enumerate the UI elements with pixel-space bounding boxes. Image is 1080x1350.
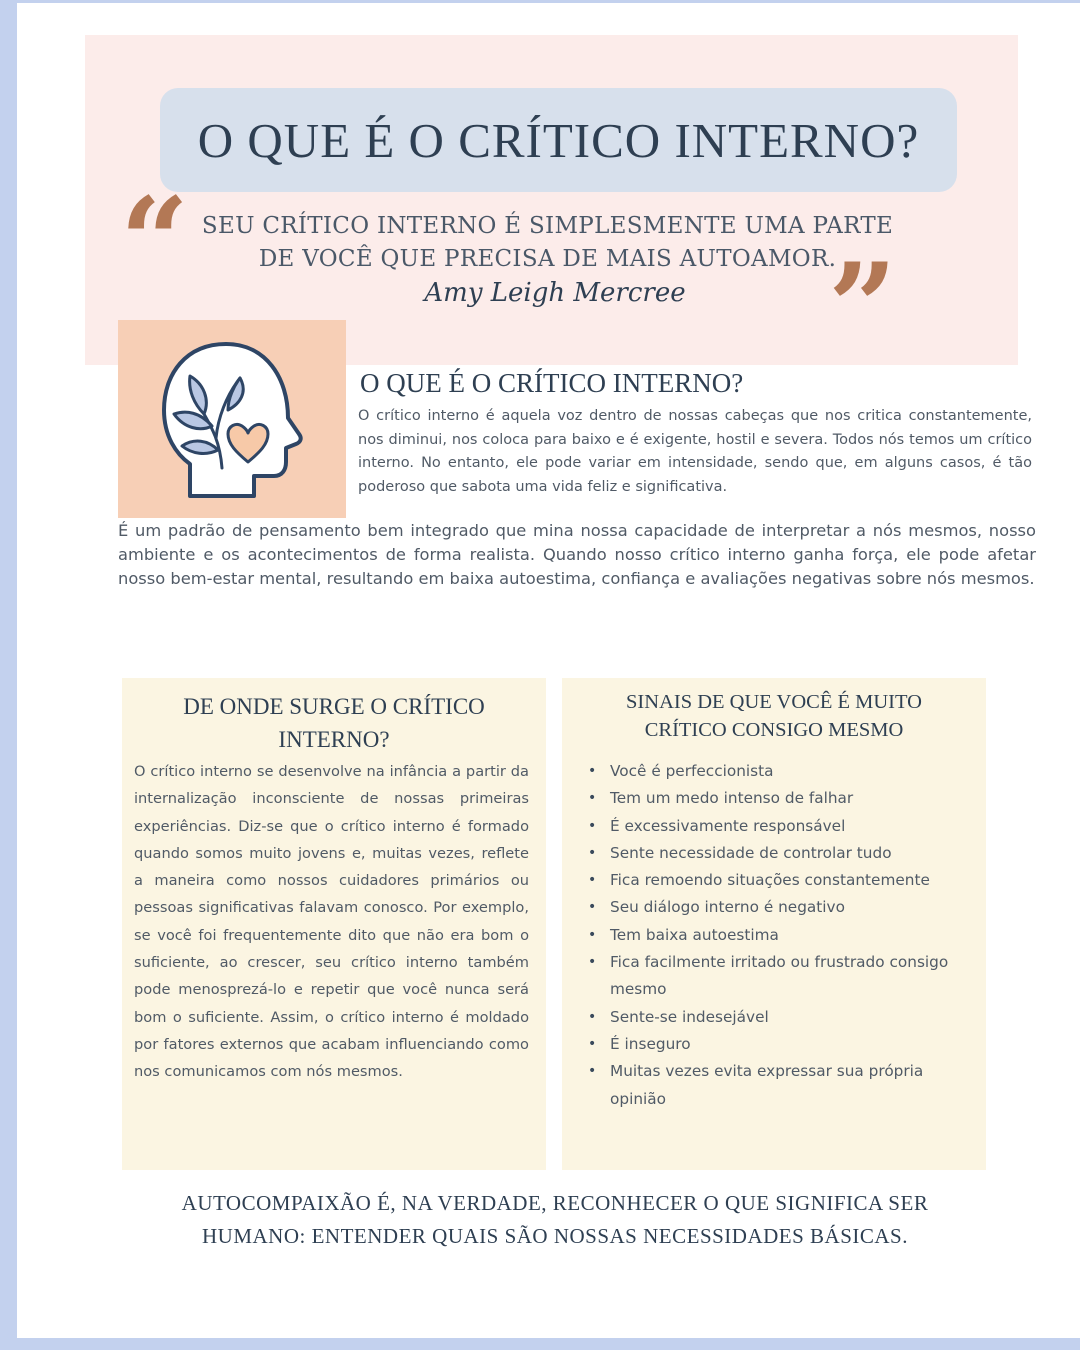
origin-card xyxy=(122,678,546,1170)
list-item: • Sente necessidade de controlar tudo xyxy=(582,840,977,867)
list-item: • Muitas vezes evita expressar sua própria opinião xyxy=(582,1058,977,1113)
origin-card-body: O crítico interno se desenvolve na infância a partir da internalização inconsciente de nossas primeiras experiências. Diz-se que o crítico interno é formado quando somos muito jovens e, muitas vezes, reflete a maneira como nossos cuidadores primários ou pessoas significativas falavam conosco. Por exemplo, se você foi frequentemente dito que não era bom o suficiente, ao crescer, seu crítico interno também pode menosprezá-lo e repetir que você nunca será bom o suficiente. Assim, o crítico interno é moldado por fatores externos que acabam influenciando como nos comunicamos com nós mesmos. xyxy=(134,763,529,1081)
list-item: • Você é perfeccionista xyxy=(582,758,977,785)
origin-card-title: DE ONDE SURGE O CRÍTICO INTERNO? xyxy=(183,694,485,752)
list-item: • É excessivamente responsável xyxy=(582,813,977,840)
list-item: • É inseguro xyxy=(582,1031,977,1058)
quote-text: SEU CRÍTICO INTERNO É SIMPLESMENTE UMA PARTE DE VOCÊ QUE PRECISA DE MAIS AUTOAMOR. xyxy=(201,213,894,272)
illustration-box xyxy=(118,320,346,518)
page-frame-left xyxy=(0,0,17,1350)
signs-list xyxy=(582,758,977,1113)
list-item: • Tem um medo intenso de falhar xyxy=(582,785,977,812)
list-item: • Fica remoendo situações constantemente xyxy=(582,867,977,894)
list-item: • Seu diálogo interno é negativo xyxy=(582,894,977,921)
close-quote-icon: ” xyxy=(828,237,898,378)
quote-author: Amy Leigh Mercree xyxy=(424,278,686,308)
list-item: • Fica facilmente irritado ou frustrado consigo mesmo xyxy=(582,949,977,1004)
section-heading: O QUE É O CRÍTICO INTERNO? xyxy=(360,368,744,398)
intro-paragraph: O crítico interno é aquela voz dentro de nossas cabeças que nos critica constantemente, nos diminui, nos coloca para baixo e é exigente, hostil e severa. Todos nós temos um crítico interno. No entanto, ele pode variar em intensidade, sendo que, em alguns casos, é tão poderoso que sabota uma vida feliz e significativa. xyxy=(358,408,1032,495)
footer-statement: AUTOCOMPAIXÃO É, NA VERDADE, RECONHECER O QUE SIGNIFICA SER HUMANO: ENTENDER QUAIS SÃO NOSSAS NECESSIDADES BÁSICAS. xyxy=(181,1191,929,1248)
page-title: O QUE É O CRÍTICO INTERNO? xyxy=(197,112,920,168)
intro-paragraph-continued: É um padrão de pensamento bem integrado que mina nossa capacidade de interpretar a nós mesmos, nosso ambiente e os acontecimentos de forma realista. Quando nosso crítico interno ganha força, ele pode afetar nosso bem-estar mental, resultando em baixa autoestima, confiança e avaliações negativas sobre nós mesmos. xyxy=(118,521,1036,588)
title-banner xyxy=(160,88,957,192)
signs-card xyxy=(562,678,986,1170)
page-frame-top xyxy=(0,0,1080,3)
list-item: • Tem baixa autoestima xyxy=(582,922,977,949)
signs-card-title: SINAIS DE QUE VOCÊ É MUITO CRÍTICO CONSIGO MESMO xyxy=(626,691,922,741)
list-item: • Sente-se indesejável xyxy=(582,1004,977,1031)
open-quote-icon: “ xyxy=(120,171,190,312)
head-with-leaves-and-heart-icon xyxy=(156,338,308,502)
page-frame-bottom xyxy=(0,1338,1080,1350)
